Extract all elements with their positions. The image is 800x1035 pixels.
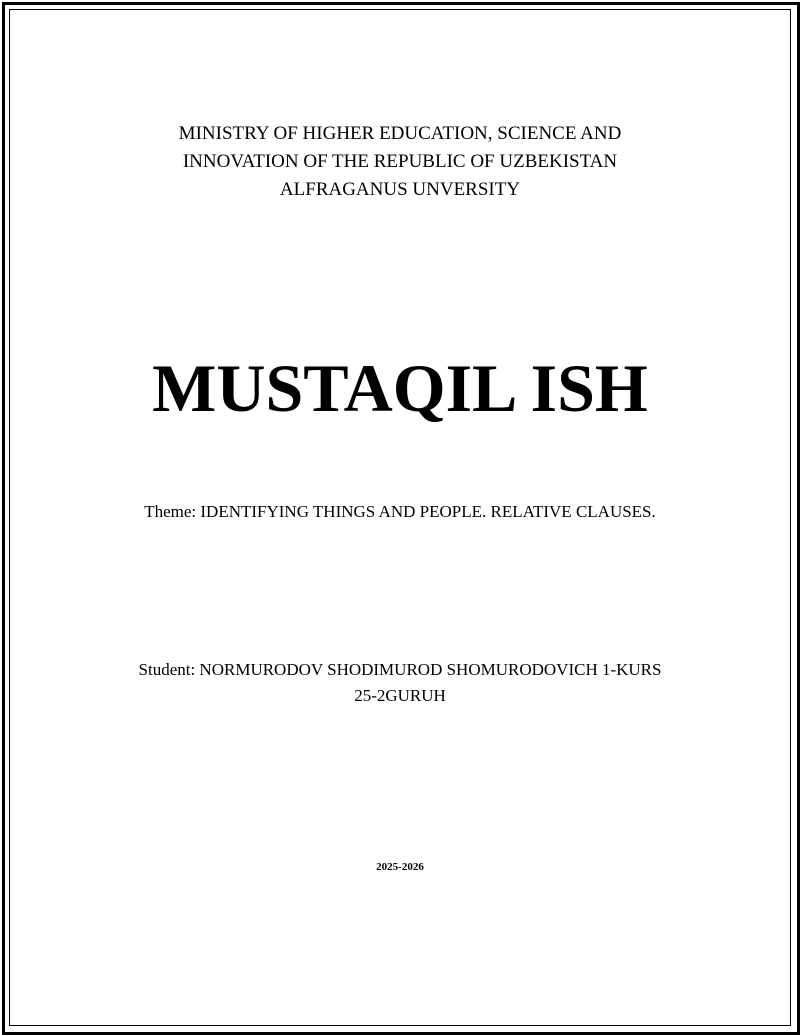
student-line-1: Student: NORMURODOV SHODIMUROD SHOMURODOVICH 1-KURS xyxy=(138,660,662,679)
document-title: MUSTAQIL ISH xyxy=(152,350,648,426)
institution-line-3: ALFRAGANUS UNVERSITY xyxy=(279,179,521,200)
institution-line-1: MINISTRY OF HIGHER EDUCATION, SCIENCE AND xyxy=(178,123,622,144)
theme-line: Theme: IDENTIFYING THINGS AND PEOPLE. RELATIVE CLAUSES. xyxy=(144,502,656,521)
student-line-2: 25-2GURUH xyxy=(354,686,446,705)
student-info xyxy=(0,657,800,709)
academic-year: 2025-2026 xyxy=(376,861,424,873)
institution-line-2: INNOVATION OF THE REPUBLIC OF UZBEKISTAN xyxy=(182,151,618,172)
institution-header xyxy=(0,120,800,204)
